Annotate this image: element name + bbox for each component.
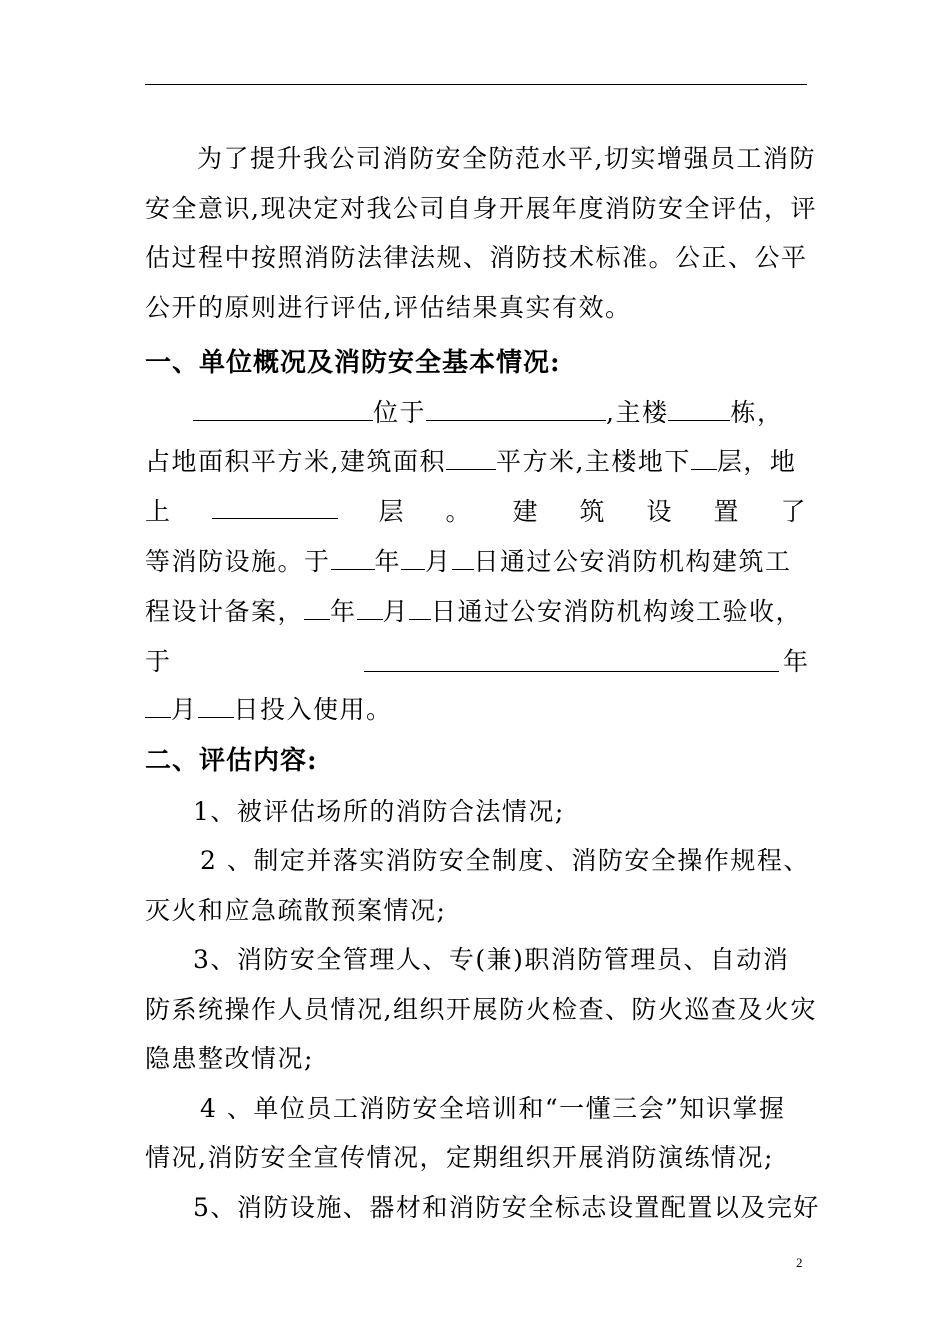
text-segment: 。 xyxy=(445,497,472,526)
intro-line-1: 为了提升我公司消防安全防范水平,切实增强员工消防 xyxy=(197,144,816,173)
text-segment: 于 xyxy=(145,647,172,676)
text-segment: 年 xyxy=(330,597,357,626)
section2-heading: 二、评估内容: xyxy=(145,746,318,776)
text-segment: 筑 xyxy=(579,497,606,526)
eval-item-1: 1、被评估场所的消防合法情况; xyxy=(193,797,565,826)
text-segment: 建 xyxy=(512,497,539,526)
section1-line-2 xyxy=(145,444,807,480)
intro-line-4: 公开的原则进行评估,评估结果真实有效。 xyxy=(145,293,632,322)
section1-line-6 xyxy=(145,644,810,680)
fill-blank xyxy=(357,595,383,620)
section1-line-7 xyxy=(145,692,807,728)
eval-item-4-line-2: 情况,消防安全宣传情况，定期组织开展消防演练情况; xyxy=(145,1143,774,1172)
eval-item-3-line-1: 3、消防安全管理人、专(兼)职消防管理员、自动消 xyxy=(193,945,790,974)
text-segment: 层，地 xyxy=(716,447,797,476)
text-segment: 日投入使用。 xyxy=(233,695,393,724)
eval-item-3-line-2: 防系统操作人员情况,组织开展防火检查、防火巡查及火灾 xyxy=(145,995,817,1024)
section1-heading: 一、单位概况及消防安全基本情况: xyxy=(145,348,561,378)
header-rule xyxy=(145,84,807,85)
section1-line-3 xyxy=(145,494,807,530)
section1-line-4 xyxy=(145,544,807,580)
fill-blank xyxy=(193,396,373,421)
fill-blank xyxy=(691,445,717,470)
text-segment: ,主楼 xyxy=(606,398,669,427)
eval-item-3-line-3: 隐患整改情况; xyxy=(145,1044,314,1073)
text-segment: 了 xyxy=(780,497,807,526)
section1-line-5 xyxy=(145,594,807,630)
text-segment: 等消防设施。于 xyxy=(145,547,331,576)
text-segment: 日通过公安消防机构竣工验收， xyxy=(431,597,803,626)
text-segment: 程设计备案， xyxy=(145,597,305,626)
text-segment: 位于 xyxy=(373,398,427,427)
text-segment: 年 xyxy=(783,647,810,676)
eval-item-2-line-1: 2 、制定并落实消防安全制度、消防安全操作规程、 xyxy=(200,846,810,875)
text-segment: 日通过公安消防机构建筑工 xyxy=(473,547,792,576)
text-segment: 平方米,主楼地下 xyxy=(495,447,691,476)
text-segment: 月 xyxy=(382,597,410,626)
text-segment: 置 xyxy=(713,497,740,526)
page-number: 2 xyxy=(796,1255,803,1270)
fill-blank xyxy=(668,396,730,421)
text-segment: 上 xyxy=(145,497,172,526)
fill-blank xyxy=(426,396,606,421)
fill-blank xyxy=(212,494,338,519)
fill-blank xyxy=(145,693,171,718)
fill-blank xyxy=(446,445,496,470)
intro-line-2: 安全意识,现决定对我公司自身开展年度消防安全评估，评 xyxy=(145,194,817,223)
eval-item-4-line-1: 4 、单位员工消防安全培训和“一懂三会”知识掌握 xyxy=(200,1094,786,1123)
eval-item-2-line-2: 灭火和应急疏散预案情况; xyxy=(145,896,447,925)
fill-blank xyxy=(401,545,425,570)
text-segment: 占地面积平方米,建筑面积 xyxy=(145,447,446,476)
fill-blank xyxy=(409,595,431,620)
text-segment: 层 xyxy=(378,497,405,526)
fill-blank xyxy=(198,693,234,718)
eval-item-5-line-1: 5、消防设施、器材和消防安全标志设置配置以及完好 xyxy=(193,1193,820,1222)
fill-blank xyxy=(452,545,474,570)
text-segment: 栋， xyxy=(730,398,784,427)
text-segment: 月 xyxy=(171,695,198,724)
text-segment: 月 xyxy=(425,547,452,576)
intro-line-3: 估过程中按照消防法律法规、消防技术标准。公正、公平 xyxy=(145,243,808,272)
text-segment: 年 xyxy=(374,547,402,576)
section1-line-1 xyxy=(145,395,807,431)
fill-blank xyxy=(304,595,330,620)
fill-blank xyxy=(331,545,375,570)
fill-blank xyxy=(364,671,779,672)
text-segment: 设 xyxy=(646,497,673,526)
